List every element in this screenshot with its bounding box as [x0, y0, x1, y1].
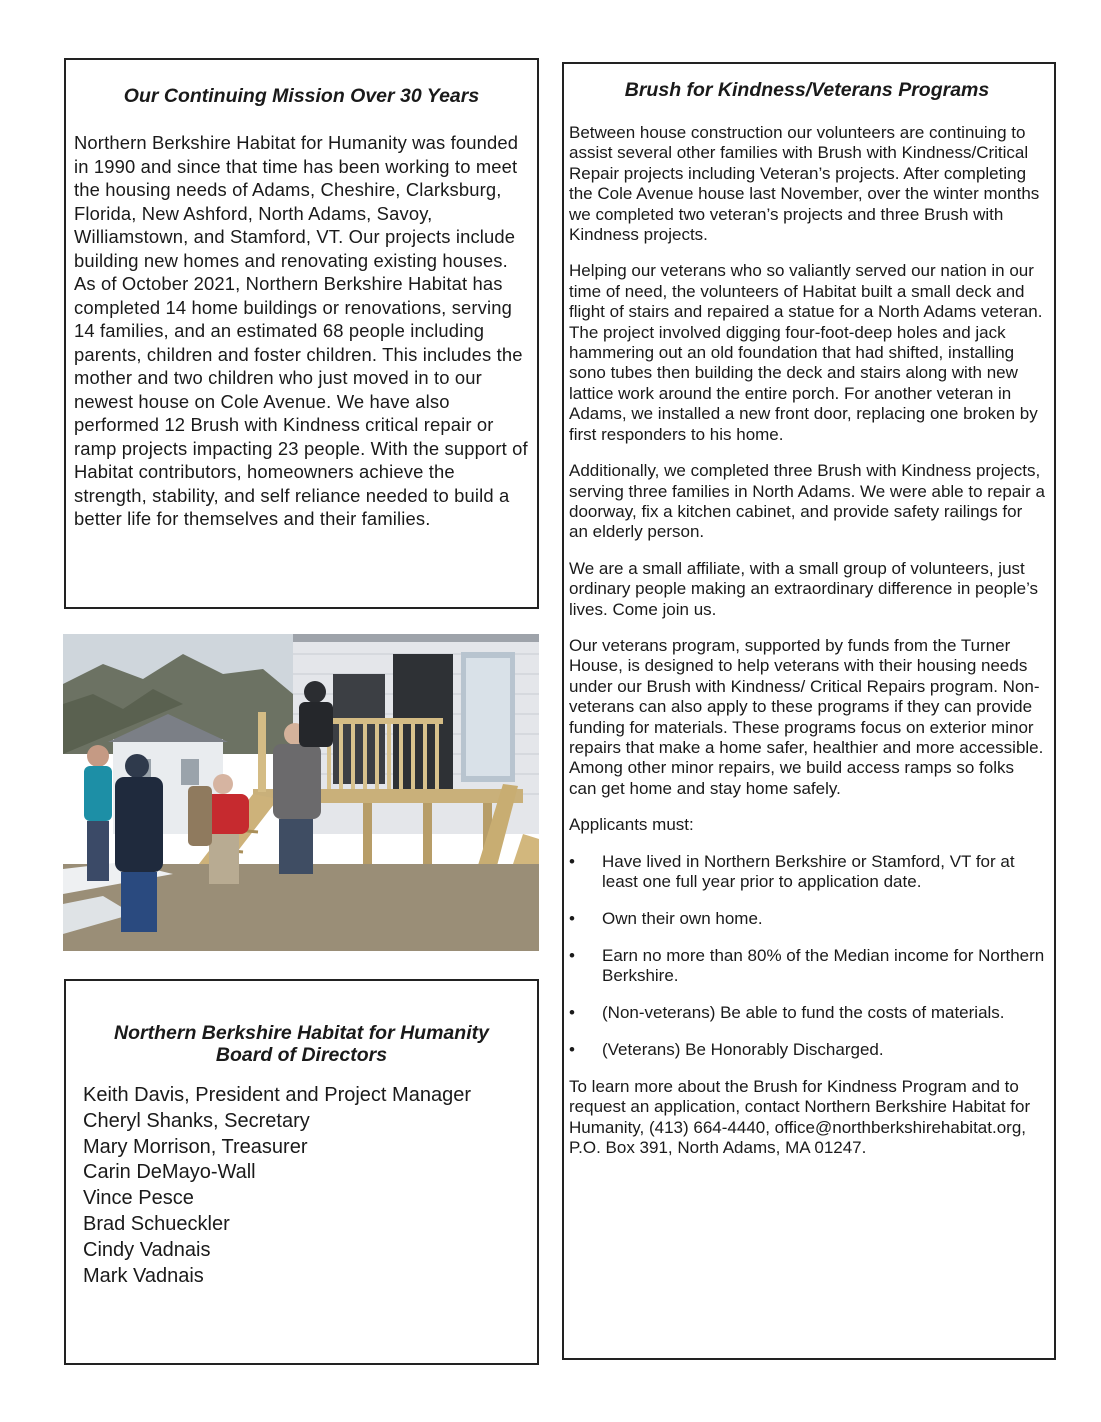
volunteers-building-deck-photo [63, 634, 539, 951]
board-member: Brad Schueckler [83, 1212, 230, 1235]
brush-content [569, 79, 1045, 1175]
brush-paragraph: Helping our veterans who so valiantly served our nation in our time of need, the volunteers of Habitat built a small deck and flight of stairs and repaired a statue for a North Adams veteran. The project involved digging four-foot-deep holes and jack hammering out an old foundation that had shifted, installing sono tubes then building the deck and stairs along with new lattice work around the entire porch. For another veteran in Adams, we installed a new front door, replacing one broken by first responders to his home. [569, 261, 1043, 444]
requirement-item [569, 852, 1045, 893]
requirement-item [569, 946, 1045, 987]
bullet-icon: • [569, 1040, 575, 1060]
board-box [64, 979, 539, 1365]
brush-paragraph: Between house construction our volunteers are continuing to assist several other families with Brush with Kindness/Critical Repair projects including Veteran’s projects. After completing the Cole Avenue house last November, over the winter months we completed two veteran’s projects and three Brush with Kindness projects. [569, 123, 1040, 245]
board-member: Cindy Vadnais [83, 1238, 211, 1261]
brush-title: Brush for Kindness/Veterans Programs [624, 79, 990, 101]
requirement-item [569, 1003, 1045, 1023]
board-member: Cheryl Shanks, Secretary [83, 1109, 310, 1132]
brush-paragraph: We are a small affiliate, with a small group of volunteers, just ordinary people making an extraordinary difference in people’s lives. Come join us. [569, 558, 1039, 619]
bullet-icon: • [569, 908, 575, 928]
mission-body: Northern Berkshire Habitat for Humanity was founded in 1990 and since that time has been working to meet the housing needs of Adams, Cheshire, Clarksburg, Florida, New Ashford, North Adams, Savoy, Williamstown, and Stamford, VT. Our projects include building new homes and renovating existing houses. As of October 2021, Northern Berkshire Habitat has completed 14 home buildings or renovations, serving 14 families, and an estimated 68 people including parents, children and foster children. This includes the mother and two children who just moved in to our newest house on Cole Avenue. We have also performed 12 Brush with Kindness critical repair or ramp projects impacting 23 people. With the support of Habitat contributors, homeowners achieve the strength, stability, and self reliance needed to build a better life for themselves and their families. [74, 132, 528, 529]
board-member-list [83, 1083, 471, 1289]
board-title [66, 1022, 537, 1066]
brush-paragraph: Our veterans program, supported by funds from the Turner House, is designed to help veterans with their housing needs under our Brush with Kindness/ Critical Repairs program. Non-veterans can also apply to these programs if they can provide funding for materials. These programs focus on exterior minor repairs that make a home safer, healthier and more accessible. Among other minor repairs, we build access ramps so folks can get home and stay home safely. [569, 635, 1044, 798]
requirement-text: Earn no more than 80% of the Median income for Northern Berkshire. [602, 945, 1045, 986]
requirement-text: Own their own home. [602, 908, 763, 928]
mission-title: Our Continuing Mission Over 30 Years [123, 85, 480, 107]
bullet-icon: • [569, 1003, 575, 1023]
requirement-item [569, 909, 1045, 929]
board-title-line2: Board of Directors [215, 1044, 388, 1066]
brush-box [562, 62, 1056, 1360]
requirement-text: (Veterans) Be Honorably Discharged. [602, 1040, 884, 1060]
brush-paragraph: Additionally, we completed three Brush with Kindness projects, serving three families in North Adams. We were able to repair a doorway, fix a kitchen cabinet, and provide safety railings for an elderly person. [569, 461, 1045, 542]
requirement-item [569, 1040, 1045, 1060]
requirement-text: Have lived in Northern Berkshire or Stamford, VT for at least one full year prior to application date. [602, 851, 1015, 891]
board-member: Mary Morrison, Treasurer [83, 1135, 308, 1158]
bullet-icon: • [569, 851, 575, 871]
bullet-icon: • [569, 945, 575, 965]
requirement-text: (Non-veterans) Be able to fund the costs of materials. [602, 1003, 1005, 1023]
board-member: Keith Davis, President and Project Manager [83, 1084, 471, 1106]
applicants-intro: Applicants must: [569, 815, 694, 835]
requirements-list [569, 852, 1045, 1061]
board-member: Vince Pesce [83, 1187, 194, 1210]
board-title-line1: Northern Berkshire Habitat for Humanity [114, 1022, 489, 1044]
board-member: Mark Vadnais [83, 1264, 204, 1287]
board-member: Carin DeMayo-Wall [83, 1161, 256, 1184]
contact-paragraph: To learn more about the Brush for Kindness Program and to request an application, contact Northern Berkshire Habitat for Humanity, (413) 664-4440, office@northberkshirehabitat.org, P.O. Box 391, North Adams, MA 01247. [569, 1076, 1031, 1158]
mission-box [64, 58, 539, 609]
